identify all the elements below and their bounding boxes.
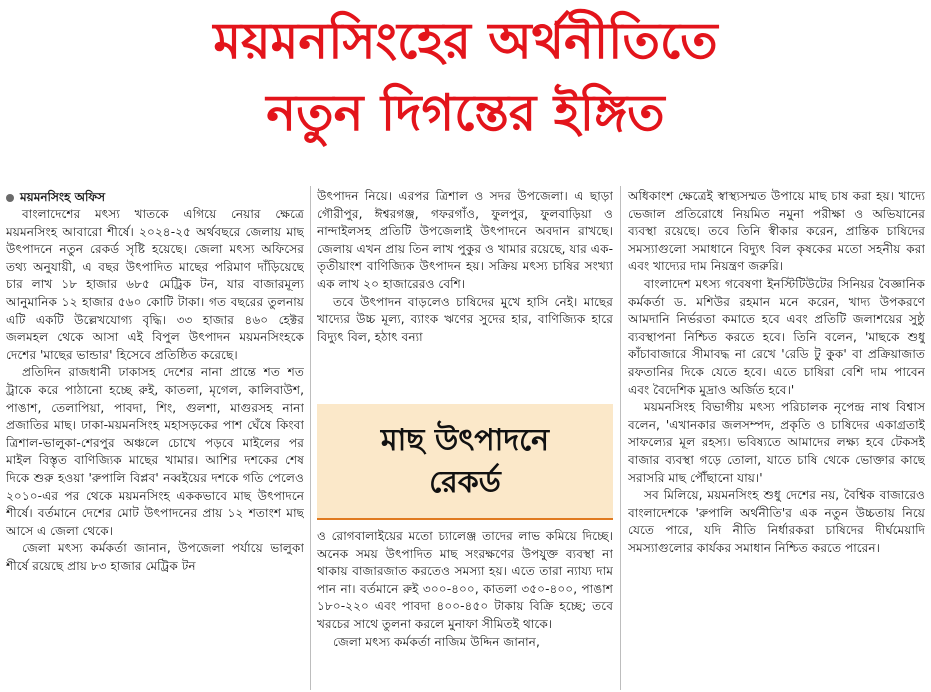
callout-box xyxy=(317,404,613,520)
paragraph: বাংলাদেশ মৎস্য গবেষণা ইনস্টিটিউটের সিনিয়র বৈজ্ঞানিক কর্মকর্তা ড. মশিউর রহমান মনে করেন, খাদ্য উপকরণে আমদানি নির্ভরতা কমাতে হবে এবং প্রতিটি জলাশয়ের সুষ্ঠু ব্যবস্থাপনা নিশ্চিত করতে হবে। তিনি বলেন, 'মাছকে শুধু কাঁচাবাজারে সীমাবদ্ধ না রেখে 'রেডি টু কুক' বা প্রক্রিয়াজাত রফতানির দিকে যেতে হবে। এতে চাষিরা বেশি দাম পাবেন এবং বৈদেশিক মুদ্রাও অর্জিত হবে।' xyxy=(628,276,925,397)
bullet-icon xyxy=(6,194,14,202)
paragraph: প্রতিদিন রাজধানী ঢাকাসহ দেশের নানা প্রান্তে শত শত ট্রাকে করে পাঠানো হচ্ছে রুই, কাতলা, মৃগেল, কালিবাউশ, পাঙাশ, তেলাপিয়া, পাবদা, শিং, গুলশা, মাগুরসহ নানা প্রজাতির মাছ। ঢাকা-ময়মনসিংহ মহাসড়কের পাশ ঘেঁষে কিংবা ত্রিশাল-ভালুকা-শেরপুর অঞ্চলে চোখে পড়বে মাইলের পর মাইল বিস্তৃত বাণিজ্যিক মাছের খামার। আশির দশকের শেষ দিকে শুরু হওয়া 'রুপালি বিপ্লব' নব্বইয়ের দশকে গতি পেলেও ২০১০-এর পর থেকে ময়মনসিংহ এককভাবে মাছ উৎপাদনে শীর্ষে। বর্তমানে দেশের মোট উৎপাদনের প্রায় ১২ শতাংশ মাছ আসে এ জেলা থেকে। xyxy=(6,365,304,538)
paragraph: তবে উৎপাদন বাড়লেও চাষিদের মুখে হাসি নেই। মাছের খাদ্যের উচ্চ মূল্য, ব্যাংক ঋণের সুদের হার, বাণিজ্যিক হারে বিদ্যুৎ বিল, হঠাৎ বন্যা xyxy=(317,294,613,344)
article-column-2 xyxy=(317,188,613,692)
paragraph: ও রোগবালাইয়ের মতো চ্যালেঞ্জ তাদের লাভ কমিয়ে দিচ্ছে। অনেক সময় উৎপাদিত মাছ সংরক্ষণের উপযুক্ত ব্যবস্থা না থাকায় বাজারজাত করতেও সমস্যা হয়। এতে তারা ন্যায্য দাম পান না। বর্তমানে রুই ৩০০-৪০০, কাতলা ৩৫০-৪০০, পাঙাশ ১৮০-২২০ এবং পাবদা ৪০০-৪৫০ টাকায় বিক্রি হচ্ছে; তবে খরচের সাথে তুলনা করলে মুনাফা সীমিতই থাকে। xyxy=(317,529,613,631)
callout-line-2: রেকর্ড xyxy=(429,465,501,500)
callout-line-1: মাছ উৎপাদনে xyxy=(380,423,550,458)
column-divider xyxy=(310,186,311,690)
paragraph: উৎপাদন নিয়ে। এরপর ত্রিশাল ও সদর উপজেলা। এ ছাড়া গৌরীপুর, ঈশ্বরগঞ্জ, গফরগাঁও, ফুলপুর, ফুলবাড়িয়া ও নান্দাইলসহ প্রতিটি উপজেলাই উৎপাদনে অবদান রাখছে। জেলায় এখন প্রায় তিন লাখ পুকুর ও খামার রয়েছে, যার এক-তৃতীয়াংশ বাণিজ্যিক উৎপাদন হয়। সক্রিয় মৎস্য চাষির সংখ্যা এক লাখ ২০ হাজারেরও বেশি। xyxy=(317,189,613,291)
byline-text: ময়মনসিংহ অফিস xyxy=(20,190,106,204)
paragraph: ময়মনসিংহ বিভাগীয় মৎস্য পরিচালক নৃপেন্দ্র নাথ বিশ্বাস বলেন, 'এখানকার জলসম্পদ, প্রকৃতি ও চাষিদের একাগ্রতাই সাফল্যের মূল রহস্য। ভবিষ্যতে আমাদের লক্ষ্য হবে টেকসই বাজার ব্যবস্থা গড়ে তোলা, যাতে চাষি থেকে ভোক্তার কাছে সরাসরি মাছ পৌঁছানো যায়।' xyxy=(628,400,925,485)
paragraph: সব মিলিয়ে, ময়মনসিংহ শুধু দেশের নয়, বৈশ্বিক বাজারেও বাংলাদেশকে 'রুপালি অর্থনীতি'র এক নতুন উচ্চতায় নিয়ে যেতে পারে, যদি নীতি নির্ধারকরা চাষিদের দীর্ঘমেয়াদি সমস্যাগুলোর কার্যকর সমাধান নিশ্চিত করতে পারেন। xyxy=(628,488,925,555)
byline xyxy=(6,188,304,206)
column-2-top xyxy=(317,188,613,394)
headline-line-1: ময়মনসিংহের অর্থনীতিতে xyxy=(213,12,718,70)
paragraph: জেলা মৎস্য কর্মকর্তা নাজিম উদ্দিন জানান, xyxy=(333,634,540,649)
column-divider xyxy=(620,186,621,690)
article-column-3 xyxy=(628,188,925,692)
headline xyxy=(0,6,931,150)
paragraph: জেলা মৎস্য কর্মকর্তা জানান, উপজেলা পর্যায়ে ভালুকা শীর্ষে রয়েছে প্রায় ৮৩ হাজার মেট্রিক টন xyxy=(6,541,304,573)
article-column-1 xyxy=(6,188,304,692)
paragraph: বাংলাদেশের মৎস্য খাতকে এগিয়ে নেয়ার ক্ষেত্রে ময়মনসিংহ আবারো শীর্ষে। ২০২৪-২৫ অর্থবছরে জেলায় মাছ উৎপাদনে নতুন রেকর্ড সৃষ্টি হয়েছে। জেলা মৎস্য অফিসের তথ্য অনুযায়ী, এ বছর উৎপাদিত মাছের পরিমাণ দাঁড়িয়েছে চার লাখ ১৮ হাজার ৬৮৫ মেট্রিক টন, যার বাজারমূল্য আনুমানিক ১২ হাজার ৫৬০ কোটি টাকা। গত বছরের তুলনায় এটি একটি উল্লেখযোগ্য বৃদ্ধি। ৩৩ হাজার ৪৬০ হেক্টর জলমহল থেকে আসা এই বিপুল উৎপাদন ময়মনসিংহকে দেশের 'মাছের ভান্ডার' হিসেবে প্রতিষ্ঠিত করেছে। xyxy=(6,207,304,362)
paragraph: অধিকাংশ ক্ষেত্রেই স্বাস্থ্যসম্মত উপায়ে মাছ চাষ করা হয়। খাদ্যে ভেজাল প্রতিরোধে নিয়মিত নমুনা পরীক্ষা ও অভিযানের ব্যবস্থা রয়েছে। তবে তিনি স্বীকার করেন, প্রান্তিক চাষিদের সমস্যাগুলো সমাধানে বিদ্যুৎ বিল কৃষকের মতো সহনীয় করা এবং খাদ্যের দাম নিয়ন্ত্রণ জরুরি। xyxy=(628,189,925,274)
headline-line-2: নতুন দিগন্তের ইঙ্গিত xyxy=(266,84,665,142)
